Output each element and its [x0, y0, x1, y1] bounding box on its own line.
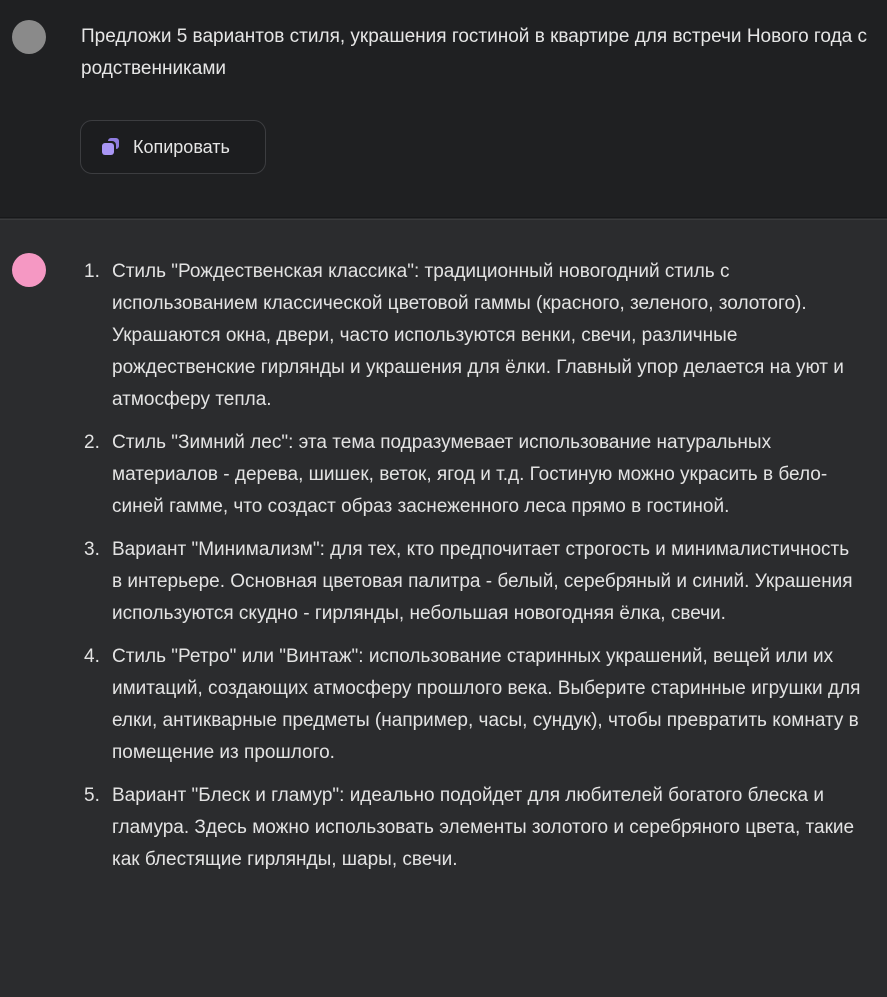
list-item-number: 4.: [84, 646, 100, 667]
copy-icon: [101, 137, 121, 157]
copy-button[interactable]: [80, 120, 266, 174]
list-item: [84, 256, 864, 416]
list-item-text: Стиль "Зимний лес": эта тема подразумевает использование натуральных материалов - дерева, шишек, веток, ягод и т.д. Гостиную можно украсить в бело-синей гамме, что создаст образ заснеженного леса прямо в гостиной.: [112, 432, 828, 517]
list-item-text: Стиль "Ретро" или "Винтаж": использование старинных украшений, вещей или их имитаций, создающих атмосферу прошлого века. Выберите старинные игрушки для елки, антикварные предметы (например, часы, сундук), чтобы превратить комнату в помещение из прошлого.: [112, 646, 861, 763]
assistant-message: [0, 219, 887, 997]
list-item: [84, 641, 864, 769]
list-item-text: Вариант "Минимализм": для тех, кто предпочитает строгость и минималистичность в интерьере. Основная цветовая палитра - белый, серебряный и синий. Украшения используются скудно - гирлянды, небольшая новогодняя ёлка, свечи.: [112, 539, 853, 624]
list-item-number: 3.: [84, 539, 100, 560]
answer-list: [84, 256, 864, 887]
list-item-number: 5.: [84, 785, 100, 806]
user-avatar: [12, 20, 46, 54]
list-item-number: 2.: [84, 432, 100, 453]
list-item: [84, 534, 864, 630]
list-item-text: Вариант "Блеск и гламур": идеально подойдет для любителей богатого блеска и гламура. Здесь можно использовать элементы золотого и серебряного цвета, такие как блестящие гирлянды, шары, свечи.: [112, 785, 855, 870]
list-item-number: 1.: [84, 261, 100, 282]
list-item-text: Стиль "Рождественская классика": традиционный новогодний стиль с использованием классической цветовой гаммы (красного, зеленого, золотого). Украшаются окна, двери, часто используются венки, свечи, различные рождественские гирлянды и украшения для ёлки. Главный упор делается на уют и атмосферу тепла.: [112, 261, 844, 410]
user-message-text: Предложи 5 вариантов стиля, украшения гостиной в квартире для встречи Нового года с родственниками: [81, 26, 868, 79]
copy-button-label: Копировать: [133, 136, 230, 157]
list-item: [84, 427, 864, 523]
list-item: [84, 780, 864, 876]
assistant-avatar: [12, 253, 46, 287]
user-message: [0, 0, 887, 218]
